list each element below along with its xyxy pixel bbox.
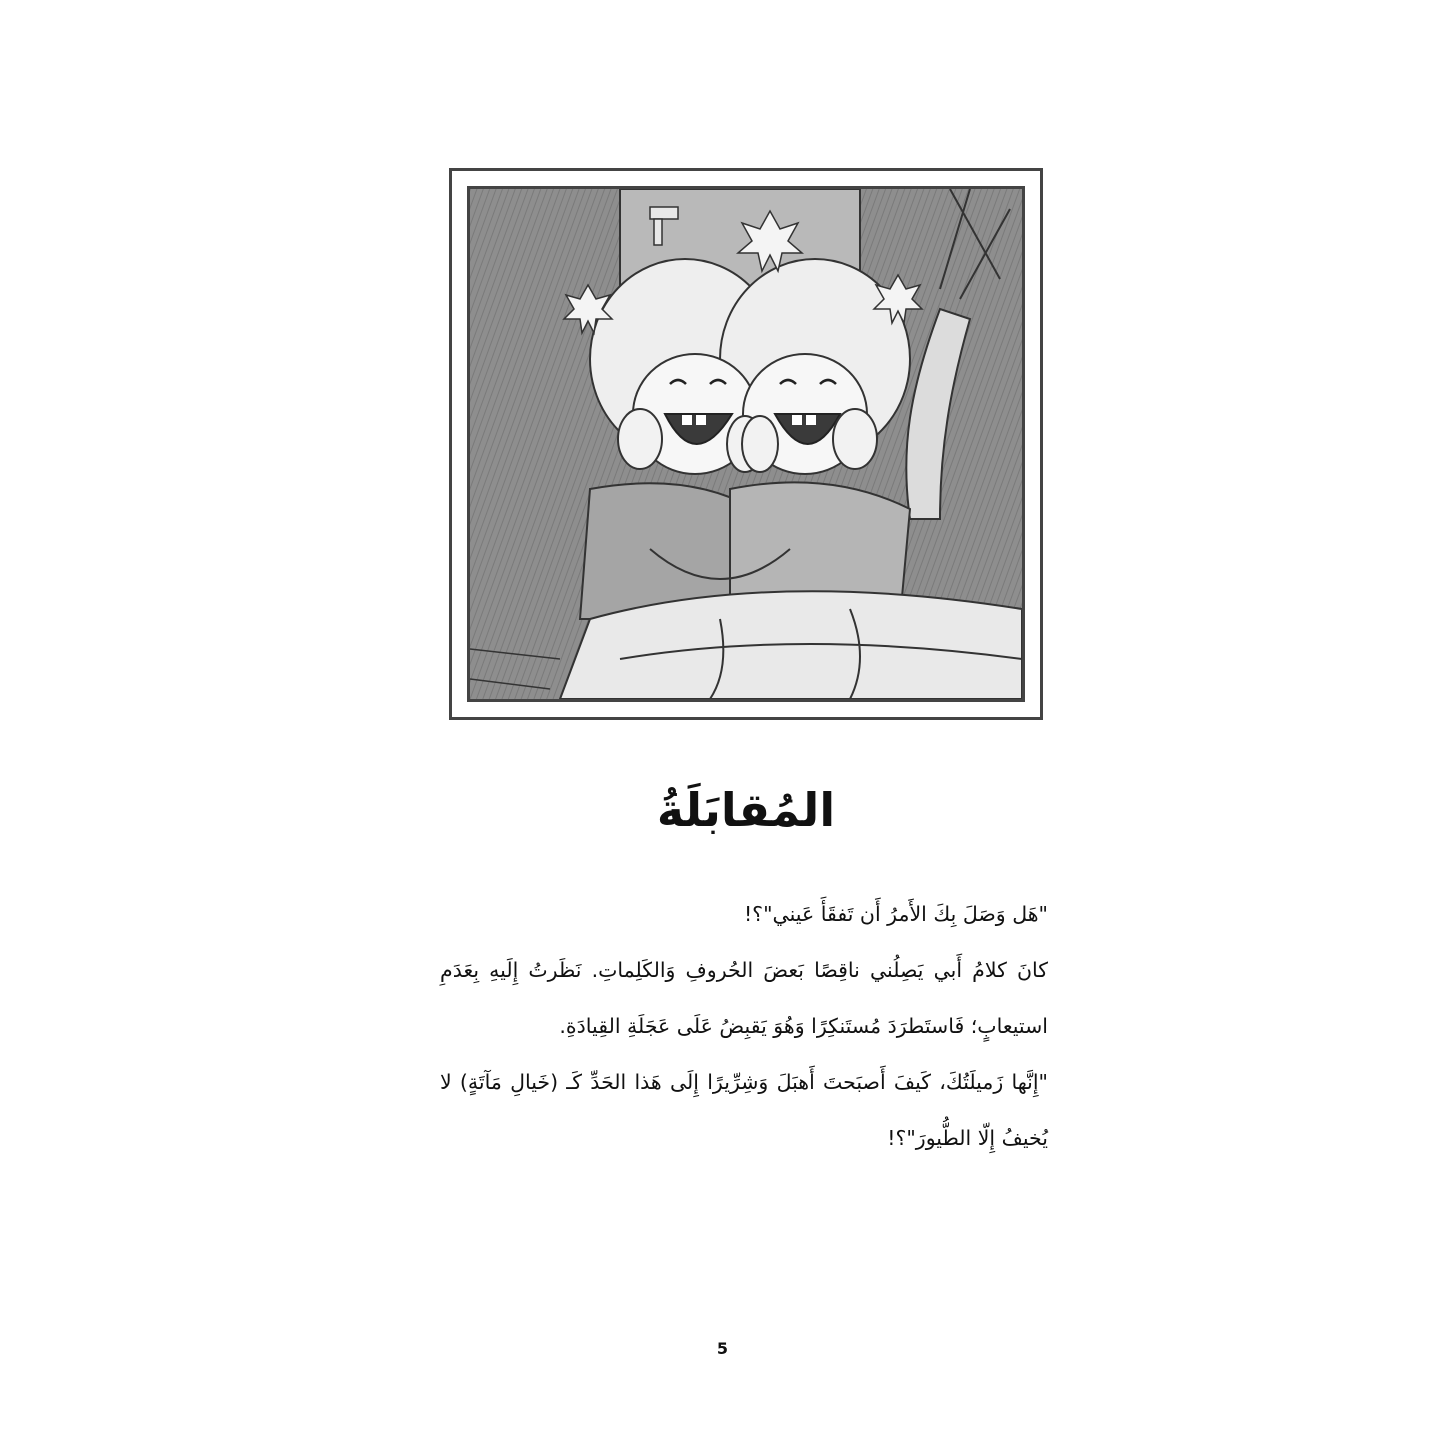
paragraph: "إِنَّها زَميلَتُكَ، كَيفَ أَصبَحتَ أَهبَلَ وَشِرِّيرًا إِلَى هَذا الحَدِّ كَـ (خَيالِ مَآتَةٍ) لا يُخيفُ إِلّا الطُّيورَ"؟! <box>440 1070 1048 1150</box>
illustration <box>467 186 1025 702</box>
page-number: 5 <box>716 1339 729 1358</box>
paragraph: كانَ كلامُ أَبي يَصِلُني ناقِصًا بَعضَ الحُروفِ وَالكَلِماتِ. نَظَرتُ إِلَيهِ بِعَدَمِ استيعابٍ؛ فَاستَطرَدَ مُستَنكِرًا وَهُوَ يَقبِضُ عَلَى عَجَلَةِ القِيادَةِ. <box>440 958 1048 1038</box>
paragraph: "هَل وَصَلَ بِكَ الأَمرُ أَن تَفقَأَ عَيني"؟! <box>743 902 1048 926</box>
story-text <box>440 886 1048 1166</box>
illustration-drawing <box>470 189 1022 699</box>
chapter-title: المُقابَلَةُ <box>656 783 836 837</box>
illustration-frame <box>449 168 1043 720</box>
